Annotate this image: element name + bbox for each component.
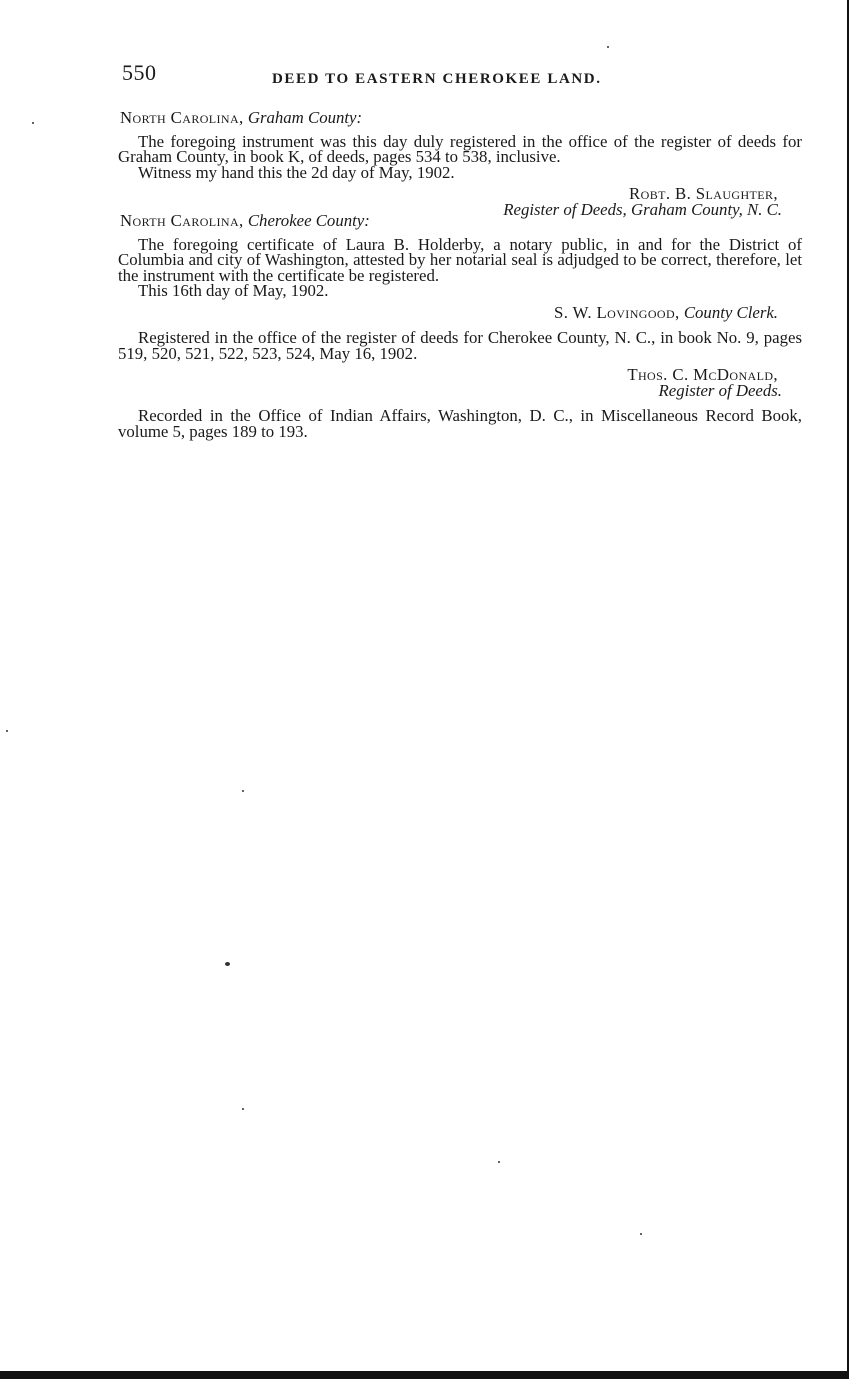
scan-speck bbox=[607, 46, 609, 48]
cherokee-signer-name: S. W. Lovingood, bbox=[554, 302, 680, 322]
scan-speck bbox=[225, 962, 230, 966]
graham-registration-paragraph: The foregoing instrument was this day duly registered in the office of the register of deeds for Graham County, in book K, of deeds, pages 534 to 538, inclusive. bbox=[118, 131, 802, 166]
registration-signer-name: Thos. C. McDonald, bbox=[627, 365, 778, 384]
page-number: 550 bbox=[122, 60, 157, 85]
scan-edge-bottom bbox=[0, 1371, 849, 1379]
page-header bbox=[122, 60, 802, 90]
cherokee-signer bbox=[118, 302, 802, 322]
scan-speck bbox=[640, 1233, 642, 1235]
cherokee-signer-title: County Clerk. bbox=[683, 302, 778, 322]
venue-state: North Carolina, bbox=[120, 211, 244, 230]
graham-witness-paragraph: Witness my hand this the 2d day of May, 1902. bbox=[138, 162, 455, 182]
scan-speck bbox=[32, 122, 34, 124]
cherokee-certificate-paragraph: The foregoing certificate of Laura B. Holderby, a notary public, in and for the District of Columbia and city of Washington, attested by her notarial seal is adjudged to be correct, therefore, let the instrument with the certificate be registered. bbox=[118, 234, 802, 285]
scan-speck bbox=[242, 1108, 244, 1110]
registration-signer-title: Register of Deeds. bbox=[658, 380, 782, 400]
graham-signer-name: Robt. B. Slaughter, bbox=[629, 184, 778, 203]
venue-graham bbox=[120, 110, 802, 126]
document-body bbox=[118, 110, 802, 439]
cherokee-date-paragraph: This 16th day of May, 1902. bbox=[138, 281, 329, 300]
venue-state: North Carolina, bbox=[120, 108, 244, 127]
scan-speck bbox=[242, 790, 244, 792]
venue-county: Cherokee County: bbox=[247, 211, 370, 230]
running-title: DEED TO EASTERN CHEROKEE LAND. bbox=[272, 71, 602, 87]
graham-signer-title: Register of Deeds, Graham County, N. C. bbox=[503, 199, 782, 219]
scan-speck bbox=[498, 1161, 500, 1163]
venue-county: Graham County: bbox=[247, 108, 363, 127]
registration-paragraph: Registered in the office of the register of deeds for Cherokee County, N. C., in book No. 9, pages 519, 520, 521, 522, 523, 524, May 16, 1902. bbox=[118, 328, 802, 363]
recorded-paragraph: Recorded in the Office of Indian Affairs, Washington, D. C., in Miscellaneous Record Book, volume 5, pages 189 to 193. bbox=[118, 406, 802, 441]
scan-speck bbox=[6, 730, 8, 732]
